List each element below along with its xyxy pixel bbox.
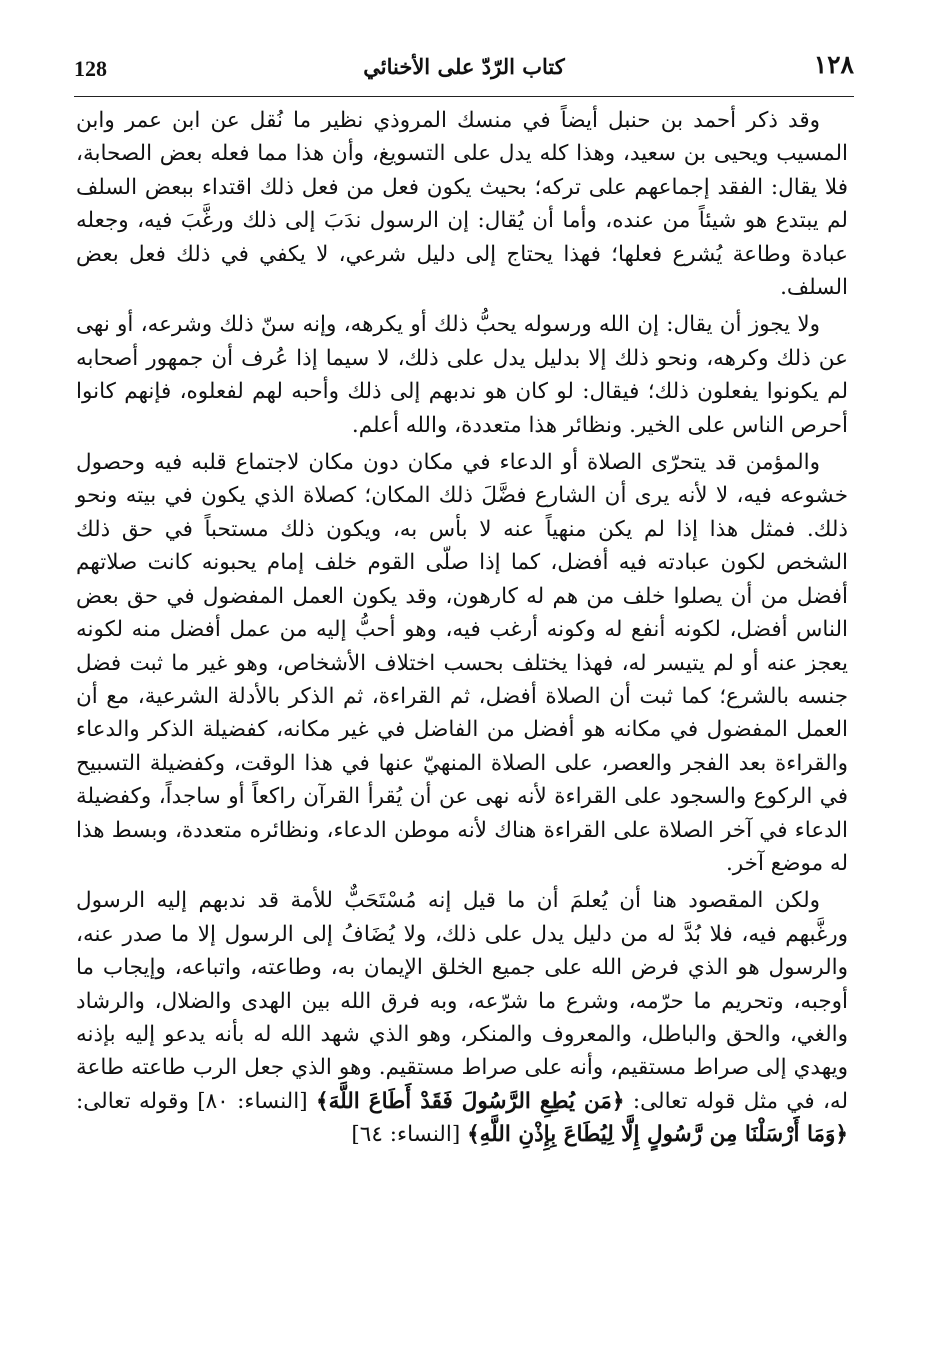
page-header: [74, 50, 854, 90]
verse-reference-1: [النساء: ٨٠] وقوله تعالى:: [76, 1088, 316, 1114]
running-title: كتاب الرّدّ على الأخنائي: [363, 54, 565, 79]
page-number-latin: 128: [74, 56, 107, 81]
paragraph-3: والمؤمن قد يتحرّى الصلاة أو الدعاء في مكان دون مكان لاجتماع قلبه فيه وحصول خشوعه فيه، لا لأنه يرى أن الشارع فضَّلَ ذلك المكان؛ كصلاة الذي يكون في بيته ونحو ذلك. فمثل هذا إذا لم يكن منهياً عنه لا بأس به، ويكون ذلك مستحباً في حق ذلك الشخص لكون عبادته فيه أفضل، كما إذا صلّى القوم خلف إمام يحبونه كانت صلاتهم أفضل من أن يصلوا خلف من هم له كارهون، وقد يكون العمل المفضول في حق بعض الناس أفضل، لكونه أنفع له وكونه أرغب فيه، وهو أحبُّ إليه من عمل أفضل منه لكونه يعجز عنه أو لم يتيسر له، فهذا يختلف بحسب اختلاف الأشخاص، وهو غير ما ثبت فضل جنسه بالشرع؛ كما ثبت أن الصلاة أفضل، ثم القراءة، ثم الذكر بالأدلة الشرعية، مع أن العمل المفضول في مكانه هو أفضل من الفاضل في غير مكانه، كفضيلة الذكر والدعاء والقراءة بعد الفجر والعصر، على الصلاة المنهيّ عنها في هذا الوقت، وكفضيلة التسبيح في الركوع والسجود على القراءة لأنه نهى عن أن يُقرأ القرآن راكعاً أو ساجداً، وكفضيلة الدعاء في آخر الصلاة على القراءة هناك لأنه موطن الدعاء، ونظائره متعددة، وبسط هذا له موضع آخر.: [76, 450, 848, 876]
quran-verse-1: ﴿مَن يُطِعِ الرَّسُولَ فَقَدْ أَطَاعَ اللَّهَ﴾: [315, 1088, 625, 1114]
quran-verse-2: ﴿وَمَا أَرْسَلْنَا مِن رَّسُولٍ إِلَّا لِيُطَاعَ بِإِذْنِ اللَّهِ﴾: [467, 1122, 848, 1148]
header-divider: [74, 96, 854, 97]
paragraph-1: وقد ذكر أحمد بن حنبل أيضاً في منسك المروذي نظير ما نُقل عن ابن عمر وابن المسيب ويحيى بن سعيد، وهذا كله يدل على التسويغ، وأن هذا مما فعله بعض الصحابة، فلا يقال: الفقد إجماعهم على تركه؛ بحيث يكون فعل من فعل ذلك اقتداء ببعض السلف لم يبتدع هو شيئاً من عنده، وأما أن يُقال: إن الرسول ندَبَ إلى ذلك ورغَّبَ فيه، وجعله عبادة وطاعة يُشرع فعلها؛ فهذا يحتاج إلى دليل شرعي، لا يكفي في ذلك فعل بعض السلف.: [76, 108, 848, 301]
paragraph-4-text: ولكن المقصود هنا أن يُعلمَ أن ما قيل إنه مُسْتَحَبٌّ للأمة قد ندبهم إليه الرسول ورغَّبهم فيه، فلا بُدَّ له من دليل يدل على ذلك، ولا يُضَافُ إلى الرسول إلا ما صدر عنه، والرسول هو الذي فرض الله على جميع الخلق الإيمان به، وطاعته، واتباعه، وإيجاب ما أوجبه، وتحريم ما حرّمه، وشرع ما شرّعه، وبه فرق الله بين الهدى والضلال، والرشاد والغي، والحق والباطل، والمعروف والمنكر، وهو الذي شهد الله له بأنه يدعو إليه بإذنه ويهدي إلى صراط مستقيم، وأنه على صراط مستقيم. وهو الذي جعل الرب طاعته طاعة له، في مثل قوله تعالى:: [76, 888, 848, 1114]
paragraph-4: [76, 884, 848, 1151]
verse-reference-2: [النساء: ٦٤]: [351, 1122, 468, 1148]
body-text: [76, 104, 848, 1152]
page-number-arabic: ١٢٨: [813, 50, 854, 79]
paragraph-2: ولا يجوز أن يقال: إن الله ورسوله يحبُّ ذلك أو يكرهه، وإنه سنّ ذلك وشرعه، أو نهى عن ذلك وكرهه، ونحو ذلك إلا بدليل يدل على ذلك، لا سيما إذا عُرف أن جمهور أصحابه لم يكونوا يفعلون ذلك؛ فيقال: لو كان هو ندبهم إلى ذلك وأحبه لهم لفعلوه، فإنهم كانوا أحرص الناس على الخير. ونظائر هذا متعددة، والله أعلم.: [76, 312, 848, 438]
